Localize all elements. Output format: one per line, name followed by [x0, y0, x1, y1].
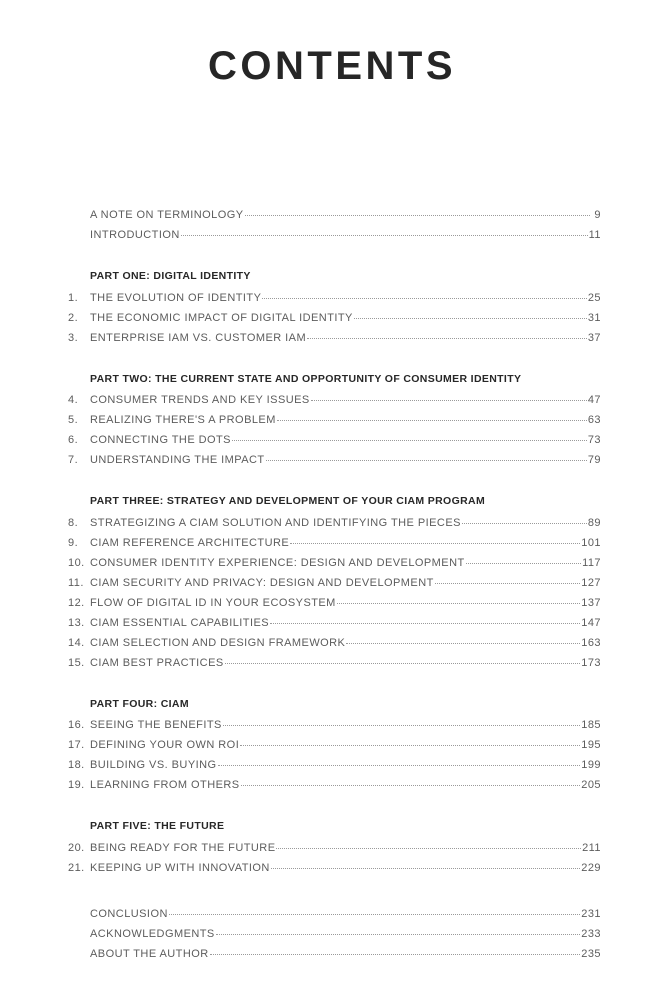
toc-entry-page-number: 63 — [587, 414, 601, 426]
toc-entry[interactable] — [68, 904, 601, 924]
dot-leader — [311, 392, 587, 403]
toc-entry-number: 19. — [68, 779, 85, 791]
dot-leader — [241, 777, 581, 788]
toc-entry-number: 9. — [68, 536, 79, 549]
front-matter-group — [68, 205, 601, 245]
toc-entry-title: CIAM BEST PRACTICES — [90, 656, 224, 669]
toc-entry-number: 21. — [68, 861, 85, 874]
dot-leader — [277, 412, 587, 423]
toc-entry[interactable] — [68, 450, 601, 470]
toc-entry-title: DEFINING YOUR OWN ROI — [90, 739, 240, 751]
toc-entry-title: STRATEGIZING A CIAM SOLUTION AND IDENTIFYING THE PIECES — [90, 516, 461, 529]
toc-entry-page-number: 117 — [582, 556, 601, 569]
section-spacer — [68, 795, 601, 821]
section-spacer — [68, 348, 601, 374]
toc-entry-page-number: 229 — [581, 861, 601, 874]
toc-entry-number: 2. — [68, 311, 79, 324]
toc-entry-title: CONCLUSION — [90, 907, 168, 920]
toc-entry-page-number: 147 — [581, 616, 601, 629]
toc-entry-page-number: 163 — [581, 636, 601, 649]
dot-leader — [290, 535, 580, 546]
toc-entry-title: THE EVOLUTION OF IDENTITY — [90, 291, 262, 304]
dot-leader — [276, 840, 581, 851]
toc-entry-title: CIAM SELECTION AND DESIGN FRAMEWORK — [90, 636, 346, 649]
toc-entry[interactable] — [68, 288, 601, 308]
part-heading: PART ONE: DIGITAL IDENTITY — [90, 270, 251, 282]
toc-entry-page-number: 31 — [587, 311, 601, 324]
dot-leader — [270, 615, 580, 626]
toc-entry-page-number: 89 — [587, 516, 601, 529]
toc-entry-page-number: 205 — [581, 779, 601, 791]
toc-entry-page-number: 199 — [581, 759, 601, 771]
toc-entry-title: REALIZING THERE'S A PROBLEM — [90, 414, 276, 426]
toc-entry-number: 6. — [68, 434, 79, 446]
dot-leader — [462, 515, 587, 526]
toc-entry-number: 15. — [68, 656, 85, 669]
toc-entry-number: 18. — [68, 759, 85, 771]
toc-entry-number: 17. — [68, 739, 85, 751]
toc-entry-page-number: 79 — [587, 454, 601, 466]
toc-entry-number: 11. — [68, 576, 84, 589]
part-heading: PART THREE: STRATEGY AND DEVELOPMENT OF YOUR CIAM PROGRAM — [90, 495, 486, 507]
dot-leader — [232, 432, 587, 443]
toc-entry[interactable] — [68, 775, 601, 795]
back-matter-group — [68, 904, 601, 964]
toc-entry-page-number: 173 — [581, 656, 601, 669]
toc-entry-number: 16. — [68, 719, 85, 731]
toc-entry-list — [68, 205, 601, 964]
part-heading: PART FIVE: THE FUTURE — [90, 820, 225, 832]
toc-entry-page-number: 195 — [581, 739, 601, 751]
toc-entry-number: 20. — [68, 841, 85, 854]
toc-entry[interactable] — [68, 410, 601, 430]
toc-entry-page-number: 11 — [588, 229, 601, 241]
dot-leader — [245, 207, 591, 218]
part-group — [68, 271, 601, 348]
toc-entry-title: UNDERSTANDING THE IMPACT — [90, 454, 265, 466]
toc-entry-page-number: 101 — [581, 536, 601, 549]
toc-entry-page-number: 137 — [581, 596, 601, 609]
dot-leader — [240, 737, 580, 748]
section-spacer — [68, 878, 601, 904]
toc-entry-number: 13. — [68, 616, 85, 629]
toc-entry-number: 14. — [68, 636, 85, 649]
toc-entry[interactable] — [68, 553, 601, 573]
toc-entry[interactable] — [68, 593, 601, 613]
toc-entry-number: 7. — [68, 454, 79, 466]
part-group — [68, 496, 601, 673]
toc-entry-title: THE ECONOMIC IMPACT OF DIGITAL IDENTITY — [90, 311, 353, 324]
section-spacer — [68, 470, 601, 496]
dot-leader — [271, 860, 581, 871]
dot-leader — [266, 452, 587, 463]
toc-entry-title: CONNECTING THE DOTS — [90, 434, 231, 446]
dot-leader — [354, 310, 587, 321]
toc-entry[interactable] — [68, 308, 601, 328]
page-title: CONTENTS — [208, 44, 456, 88]
toc-entry-title: CONSUMER IDENTITY EXPERIENCE: DESIGN AND DEVELOPMENT — [90, 556, 465, 569]
toc-entry[interactable] — [68, 653, 601, 673]
dot-leader — [210, 946, 581, 957]
toc-entry-page-number: 25 — [587, 291, 601, 304]
toc-entry-title: INTRODUCTION — [90, 229, 180, 241]
dot-leader — [346, 635, 580, 646]
dot-leader — [262, 290, 586, 301]
dot-leader — [307, 330, 587, 341]
toc-entry-title: BUILDING VS. BUYING — [90, 759, 217, 771]
toc-entry-title: SEEING THE BENEFITS — [90, 719, 222, 731]
part-group — [68, 374, 601, 471]
toc-entry-title: CIAM REFERENCE ARCHITECTURE — [90, 536, 290, 549]
toc-entry[interactable] — [68, 573, 601, 593]
toc-entry-number: 5. — [68, 414, 79, 426]
toc-entry-page-number: 233 — [581, 927, 601, 940]
toc-entry-title: ABOUT THE AUTHOR — [90, 947, 209, 960]
toc-entry[interactable] — [68, 924, 601, 944]
toc-entry-page-number: 127 — [581, 576, 601, 589]
part-heading: PART TWO: THE CURRENT STATE AND OPPORTUNITY OF CONSUMER IDENTITY — [90, 372, 522, 385]
dot-leader — [435, 575, 581, 586]
toc-entry-number: 12. — [68, 596, 85, 609]
dot-leader — [223, 717, 580, 728]
toc-entry-title: FLOW OF DIGITAL ID IN YOUR ECOSYSTEM — [90, 596, 336, 609]
toc-entry[interactable] — [68, 513, 601, 533]
toc-entry[interactable] — [68, 613, 601, 633]
dot-leader — [337, 595, 580, 606]
toc-entry[interactable] — [68, 715, 601, 735]
toc-entry-page-number: 185 — [581, 719, 601, 731]
toc-entry[interactable] — [68, 328, 601, 348]
toc-entry[interactable] — [68, 838, 601, 858]
dot-leader — [216, 926, 581, 937]
toc-entry-number: 8. — [68, 516, 79, 529]
section-spacer — [68, 673, 601, 699]
toc-entry[interactable] — [68, 205, 601, 225]
toc-entry-title: KEEPING UP WITH INNOVATION — [90, 861, 270, 874]
toc-entry-page-number: 235 — [581, 947, 601, 960]
toc-entry-page-number: 73 — [587, 434, 601, 446]
toc-entry[interactable] — [68, 430, 601, 450]
dot-leader — [466, 555, 581, 566]
part-group — [68, 821, 601, 878]
toc-entry-page-number: 211 — [582, 841, 601, 854]
toc-entry[interactable] — [68, 533, 601, 553]
toc-entry-number: 1. — [68, 291, 79, 304]
toc-entry-title: ACKNOWLEDGMENTS — [90, 927, 215, 940]
toc-entry-number: 10. — [68, 556, 85, 569]
dot-leader — [181, 227, 588, 238]
toc-entry-number: 4. — [68, 394, 79, 406]
toc-entry-title: ENTERPRISE IAM VS. CUSTOMER IAM — [90, 331, 307, 344]
toc-entry-title: LEARNING FROM OTHERS — [90, 779, 240, 791]
toc-entry-title: CIAM ESSENTIAL CAPABILITIES — [90, 616, 270, 629]
toc-entry[interactable] — [68, 755, 601, 775]
toc-entry-title: A NOTE ON TERMINOLOGY — [90, 209, 244, 221]
toc-entry[interactable] — [68, 225, 601, 245]
dot-leader — [218, 757, 581, 768]
section-spacer — [68, 245, 601, 271]
toc-entry[interactable] — [68, 735, 601, 755]
toc-entry[interactable] — [68, 858, 601, 878]
toc-entry[interactable] — [68, 390, 601, 410]
toc-entry[interactable] — [68, 944, 601, 964]
toc-entry-title: BEING READY FOR THE FUTURE — [90, 841, 276, 854]
dot-leader — [169, 906, 580, 917]
toc-entry-page-number: 37 — [587, 331, 601, 344]
part-group — [68, 699, 601, 796]
dot-leader — [225, 655, 581, 666]
toc-entry-title: CONSUMER TRENDS AND KEY ISSUES — [90, 394, 310, 406]
toc-entry-page-number: 9 — [594, 209, 601, 221]
toc-entry-number: 3. — [68, 331, 79, 344]
toc-entry[interactable] — [68, 633, 601, 653]
toc-entry-title: CIAM SECURITY AND PRIVACY: DESIGN AND DEVELOPMENT — [90, 576, 434, 589]
toc-entry-page-number: 231 — [581, 907, 601, 920]
part-heading: PART FOUR: CIAM — [90, 697, 189, 710]
toc-entry-page-number: 47 — [587, 394, 601, 406]
